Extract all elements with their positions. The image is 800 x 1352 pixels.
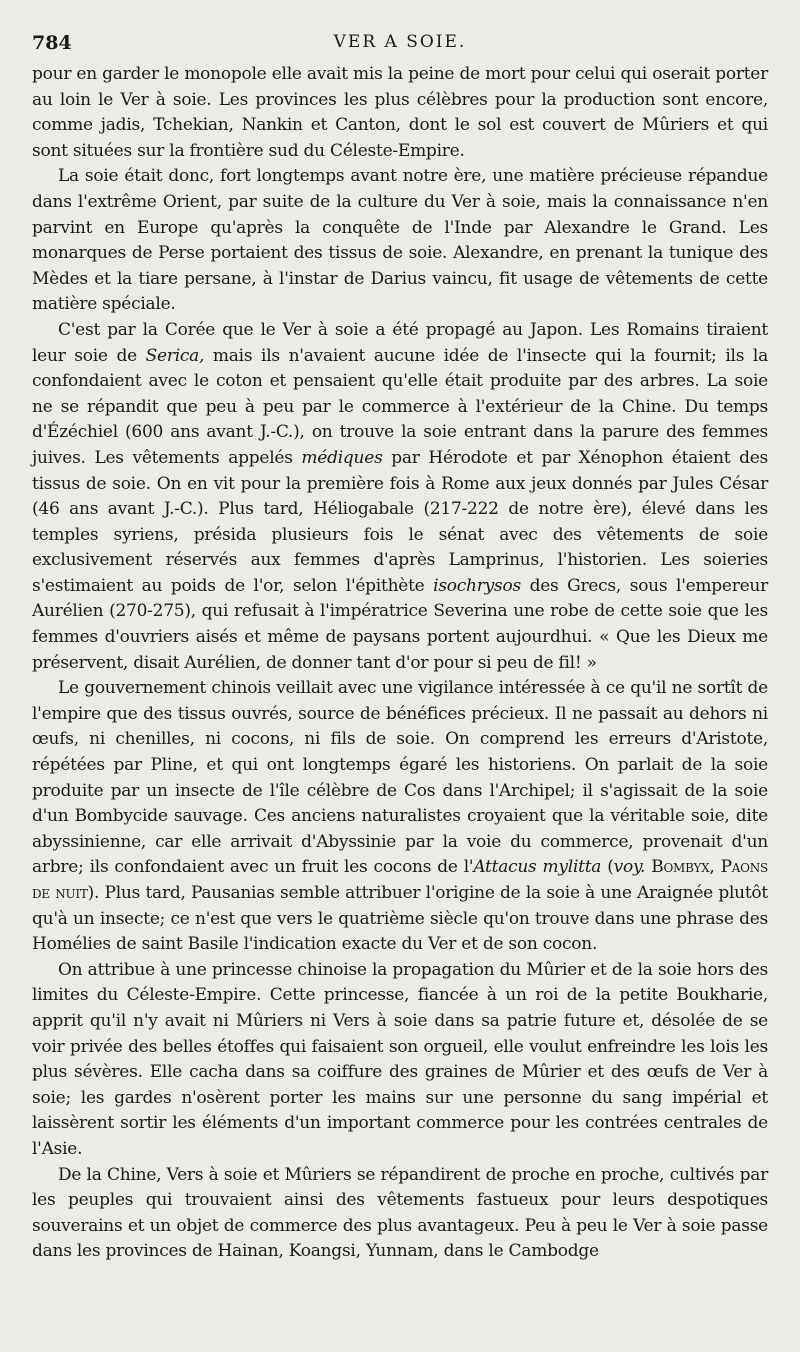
italic-text: isochrysos <box>433 575 521 596</box>
text-run: ( <box>601 857 614 878</box>
paragraph <box>32 318 768 676</box>
text-run: On attribue à une princesse chinoise la propagation du Mûrier et de la soie hors des limites du Céleste-Empire. Cette princesse, fiancée à un roi de la petite Boukharie, apprit qu'il n'y avait ni Mûriers ni Vers à soie dans sa patrie future et, désolée de se voir privée des belles étoffes qui faisaient son orgueil, elle voulut enfreindre les lois les plus sévères. Elle cacha dans sa coiffure des graines de Mûrier et des œufs de Ver à soie; les gardes n'osèrent porter les mains sur une personne du sang impérial et laissèrent sortir les éléments d'un important commerce pour les contrées centrales de l'Asie. <box>32 959 768 1159</box>
body-text <box>32 62 768 1265</box>
paragraph <box>32 62 768 164</box>
small-caps-text: Bombyx, Paons de nuit <box>32 857 768 903</box>
text-run: des Grecs, sous l'empereur Aurélien (270-275), qui refusait à l'impératrice Severina une robe de cette soie que les femmes d'ouvriers aisés et même de paysans portent aujourdhui. « Que les Dieux me préservent, disait Aurélien, de donner tant d'or pour si peu de fil! » <box>32 575 768 673</box>
italic-text: médiques <box>301 447 383 468</box>
page-number: 784 <box>32 32 72 54</box>
italic-text: Attacus mylitta <box>473 857 602 878</box>
text-run: mais ils n'avaient aucune idée de l'insecte qui la fournit; ils la confondaient avec le coton et pensaient qu'elle était produite par des arbres. La soie ne se répandit que peu à peu par le commerce à l'extérieur de la Chine. Du temps d'Ézéchiel (600 ans avant J.-C.), on trouve la soie entrant dans la parure des femmes juives. Les vêtements appelés <box>32 345 768 468</box>
text-run: De la Chine, Vers à soie et Mûriers se répandirent de proche en proche, cultivés par les peuples qui trouvaient ainsi des vêtements fastueux pour leurs despotiques souverains et un objet de commerce des plus avantageux. Peu à peu le Ver à soie passe dans les provinces de Hainan, Koangsi, Yunnam, dans le Cambodge <box>32 1164 768 1262</box>
text-run: C'est par la Corée que le Ver à soie a été propagé au Japon. Les Romains tiraient leur soie de <box>32 319 768 366</box>
text-run: pour en garder le monopole elle avait mis la peine de mort pour celui qui oserait porter au loin le Ver à soie. Les provinces les plus célèbres pour la production sont encore, comme jadis, Tchekian, Nankin et Canton, dont le sol est couvert de Mûriers et qui sont situées sur la frontière sud du Céleste-Empire. <box>32 64 768 161</box>
paragraph <box>32 676 768 958</box>
paragraph <box>32 164 768 318</box>
paragraph <box>32 958 768 1163</box>
italic-text: voy. <box>613 857 646 878</box>
text-run: ). Plus tard, Pausanias semble attribuer l'origine de la soie à une Araignée plutôt qu'à un insecte; ce n'est que vers le quatrième siècle qu'on trouve dans une phrase des Homélies de saint Basile l'indication exacte du Ver et de son cocon. <box>32 883 768 955</box>
text-run: par Hérodote et par Xénophon étaient des tissus de soie. On en vit pour la première fois à Rome aux jeux donnés par Jules César (46 ans avant J.-C.). Plus tard, Héliogabale (217-222 de notre ère), élevé dans les temples syriens, présida plusieurs fois le sénat avec des vêtements de soie exclusivement réservés aux femmes d'après Lamprinus, l'historien. Les soieries s'estimaient au poids de l'or, selon l'épithète <box>32 447 769 596</box>
paragraph <box>32 1163 768 1265</box>
text-run: La soie était donc, fort longtemps avant notre ère, une matière précieuse répandue dans l'extrême Orient, par suite de la culture du Ver à soie, mais la connaissance n'en parvint en Europe qu'après la conquête de l'Inde par Alexandre le Grand. Les monarques de Perse portaient des tissus de soie. Alexandre, en prenant la tunique des Mèdes et la tiare persane, à l'instar de Darius vaincu, fit usage de vêtements de cette matière spéciale. <box>32 166 768 315</box>
text-run: Le gouvernement chinois veillait avec une vigilance intéressée à ce qu'il ne sortît de l'empire que des tissus ouvrés, source de bénéfices précieux. Il ne passait au dehors ni œufs, ni chenilles, ni cocons, ni fils de soie. On comprend les erreurs d'Aristote, répétées par Pline, et qui ont longtemps égaré les historiens. On parlait de la soie produite par un insecte de l'île célèbre de Cos dans l'Archipel; il s'agissait de la soie d'un Bombycide sauvage. Ces anciens naturalistes croyaient que la véritable soie, dite abyssinienne, car elle arrivait d'Abyssinie par la voie du commerce, provenait d'un arbre; ils confondaient avec un fruit les cocons de l' <box>32 678 768 878</box>
italic-text: Serica, <box>145 345 205 366</box>
page-header <box>32 28 768 62</box>
running-title: VER A SOIE. <box>333 32 467 52</box>
